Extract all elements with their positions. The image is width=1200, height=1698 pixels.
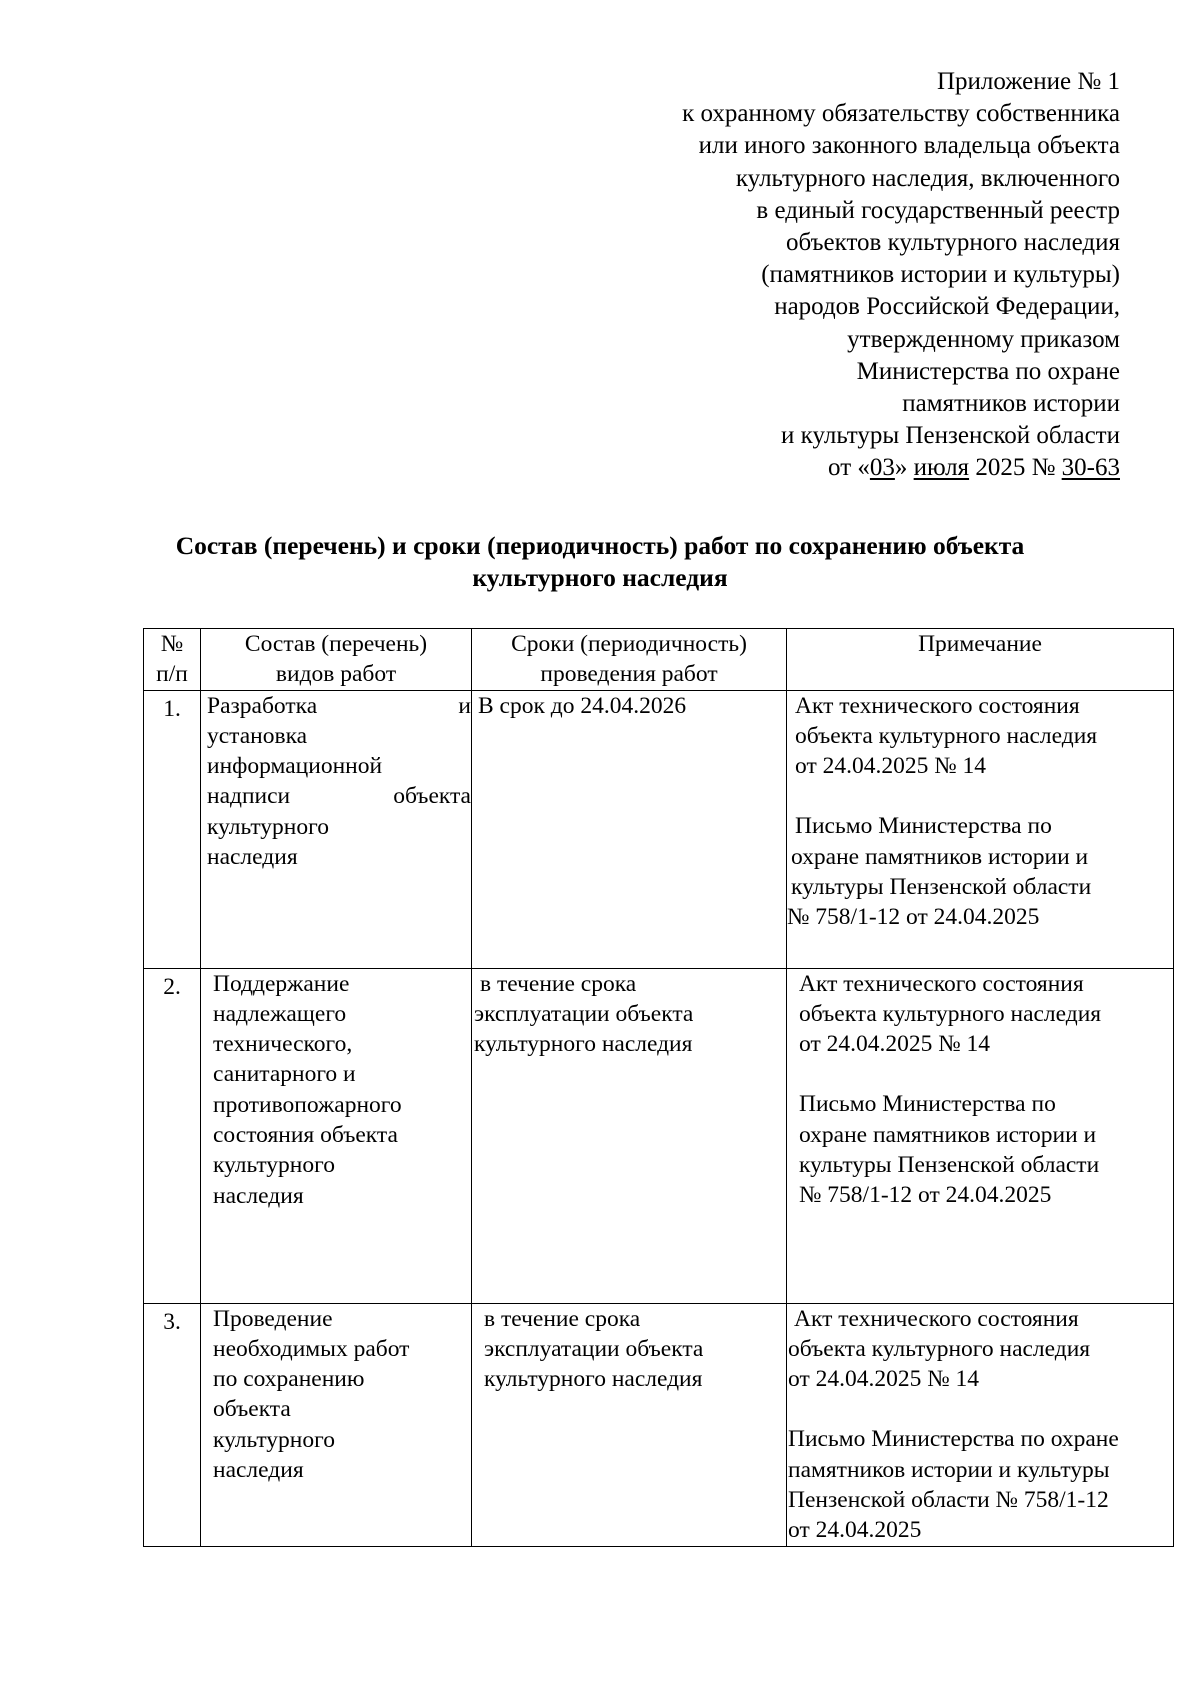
table-header-row (144, 629, 1174, 691)
row-works: Разработка и установка информационной надписи объекта культурного наследия (201, 690, 472, 968)
order-date-line (682, 452, 1120, 484)
appendix-line: Приложение № 1 (936, 68, 1120, 95)
row-note: Акт технического состояния объекта культурного наследия от 24.04.2025 № 14 Письмо Министерства по охране памятников истории и культуры Пензенской области № 758/1-12 от 24.04.2025 (787, 968, 1174, 1303)
works-word: надписи (207, 783, 291, 810)
row-terms: в течение срока эксплуатации объекта культурного наследия (472, 968, 787, 1303)
appendix-line: культурного наследия, включенного (735, 164, 1120, 192)
table-row (144, 1303, 1174, 1546)
row-note: Акт технического состояния объекта культурного наследия от 24.04.2025 № 14 Письмо Министерства по охране памятников истории и культуры Пензенской области № 758/1-12 от 24.04.2025 (787, 1303, 1174, 1546)
appendix-line: Министерства по охране (856, 357, 1120, 385)
works-word: Разработка (207, 692, 318, 719)
appendix-line: или иного законного владельца объекта (698, 132, 1120, 160)
works-table (143, 628, 1174, 1547)
row-terms: В срок до 24.04.2026 (472, 690, 787, 968)
header-terms: Сроки (периодичность) проведения работ (472, 629, 787, 691)
appendix-header (682, 66, 1120, 485)
row-number: 2. (144, 968, 201, 1303)
document-title (0, 530, 1200, 594)
table-row (144, 968, 1174, 1303)
header-works: Состав (перечень) видов работ (201, 629, 472, 691)
row-works: Проведение необходимых работ по сохранению объекта культурного наследия (201, 1303, 472, 1546)
appendix-line: к охранному обязательству собственника (682, 100, 1120, 128)
order-number: 30-63 (1061, 454, 1120, 482)
appendix-line: объектов культурного наследия (786, 229, 1120, 257)
appendix-line: народов Российской Федерации, (774, 293, 1120, 321)
appendix-line: и культуры Пензенской области (781, 422, 1120, 450)
works-word: и (458, 692, 471, 719)
appendix-line: утвержденному приказом (847, 325, 1120, 353)
row-works: Поддержание надлежащего технического, санитарного и противопожарного состояния объекта культурного наследия (201, 968, 472, 1303)
row-number: 3. (144, 1303, 201, 1546)
order-date-month: июля (913, 454, 970, 482)
row-terms: в течение срока эксплуатации объекта культурного наследия (472, 1303, 787, 1546)
order-date-year: 2025 № (969, 454, 1062, 482)
order-date-sep: » (894, 454, 914, 482)
header-num: № п/п (144, 629, 201, 691)
order-date-day: 03 (869, 454, 895, 482)
appendix-line: (памятников истории и культуры) (761, 261, 1120, 289)
order-date-prefix: от « (828, 454, 870, 482)
works-word: объекта (393, 783, 471, 810)
table-row (144, 690, 1174, 968)
header-note: Примечание (787, 629, 1174, 691)
row-number: 1. (144, 690, 201, 968)
row-note: Акт технического состояния объекта культурного наследия от 24.04.2025 № 14 Письмо Министерства по охране памятников истории и культуры Пензенской области № 758/1-12 от 24.04.2025 (787, 690, 1174, 968)
appendix-line: памятников истории (902, 390, 1120, 418)
title-line: Состав (перечень) и сроки (периодичность) работ по сохранению объекта (175, 531, 1025, 560)
appendix-line: в единый государственный реестр (756, 196, 1120, 224)
title-line: культурного наследия (472, 563, 728, 592)
